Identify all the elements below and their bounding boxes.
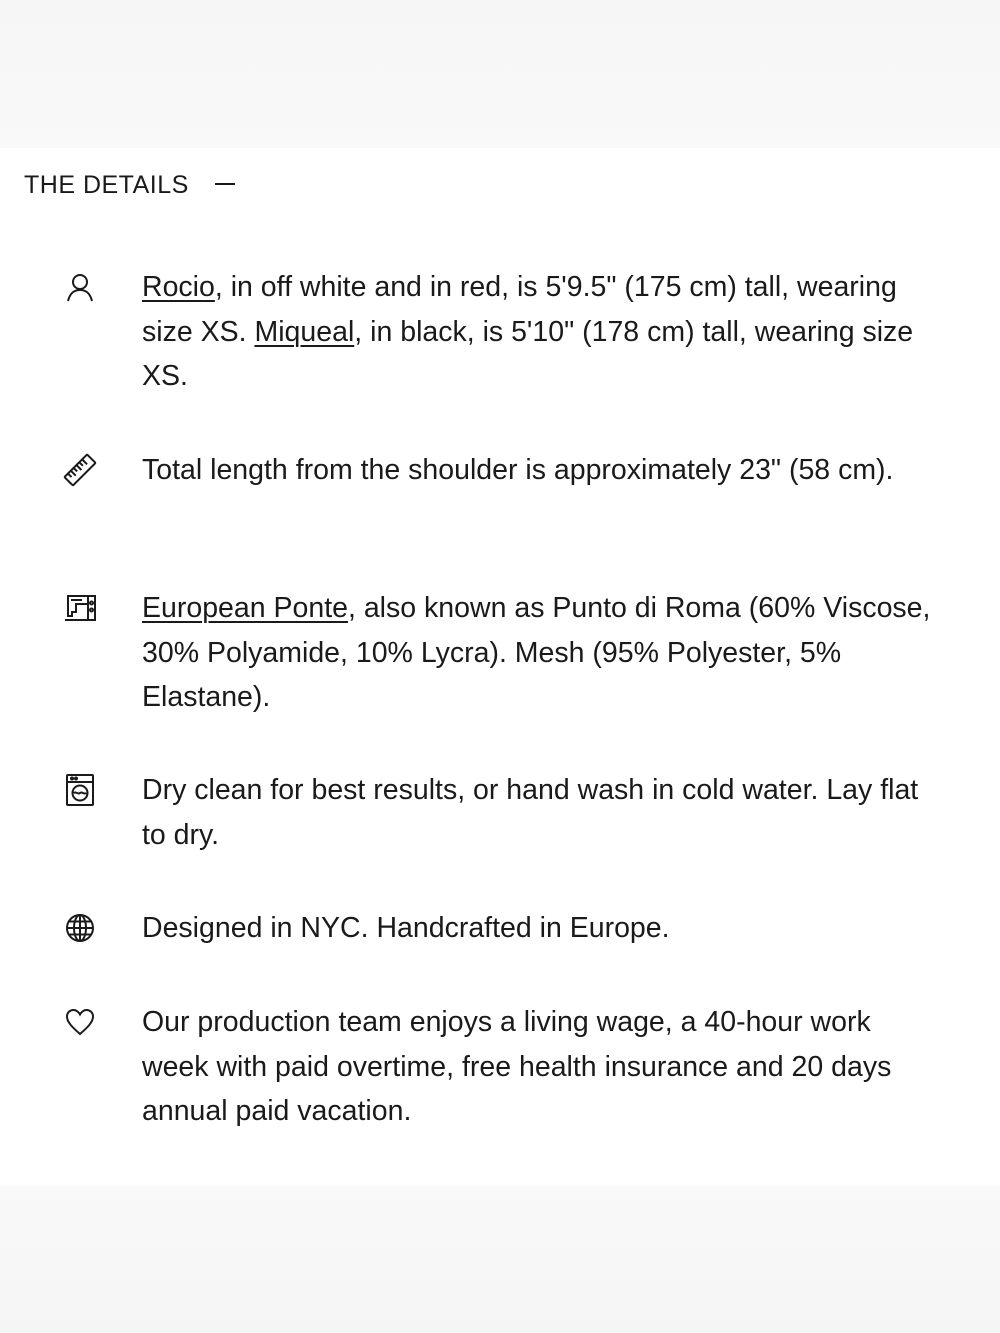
heart-icon [62,1004,98,1040]
model-info-2: , in black, is 5'10" (178 cm) tall, wearing size XS. [142,315,914,392]
sewing-machine-icon [62,590,98,626]
washing-machine-icon [62,772,98,808]
fabric-link[interactable]: European Ponte [142,592,348,624]
fabric-info: , also known as Punto di Roma (60% Viscose, 30% Polyamide, 10% Lycra). Mesh (95% Polyester, 5% Elastane). [142,592,931,713]
detail-text-model [142,265,942,399]
detail-text-length: Total length from the shoulder is approximately 23" (58 cm). [142,454,894,486]
model-link-miqueal[interactable]: Miqueal [254,315,355,348]
detail-text-care: Dry clean for best results, or hand wash in cold water. Lay flat to dry. [142,774,919,851]
minus-icon[interactable] [215,183,235,185]
model-link-rocio[interactable]: Rocio [142,271,215,303]
globe-icon [62,910,98,946]
details-title: THE DETAILS [24,171,189,199]
page-background-top [0,0,1000,148]
model-info-1: , in off white and in red, is 5'9.5" (175 cm) tall, wearing size XS. [142,271,897,348]
page-background-bottom [0,1186,1000,1333]
detail-text-fabric [142,586,942,720]
detail-text-origin: Designed in NYC. Handcrafted in Europe. [142,912,670,944]
ruler-icon [62,452,98,488]
details-accordion-header[interactable] [24,170,235,200]
detail-text-ethics: Our production team enjoys a living wage, a 40-hour work week with paid overtime, free health insurance and 20 days annual paid vacation. [142,1006,892,1127]
person-icon [62,269,98,305]
